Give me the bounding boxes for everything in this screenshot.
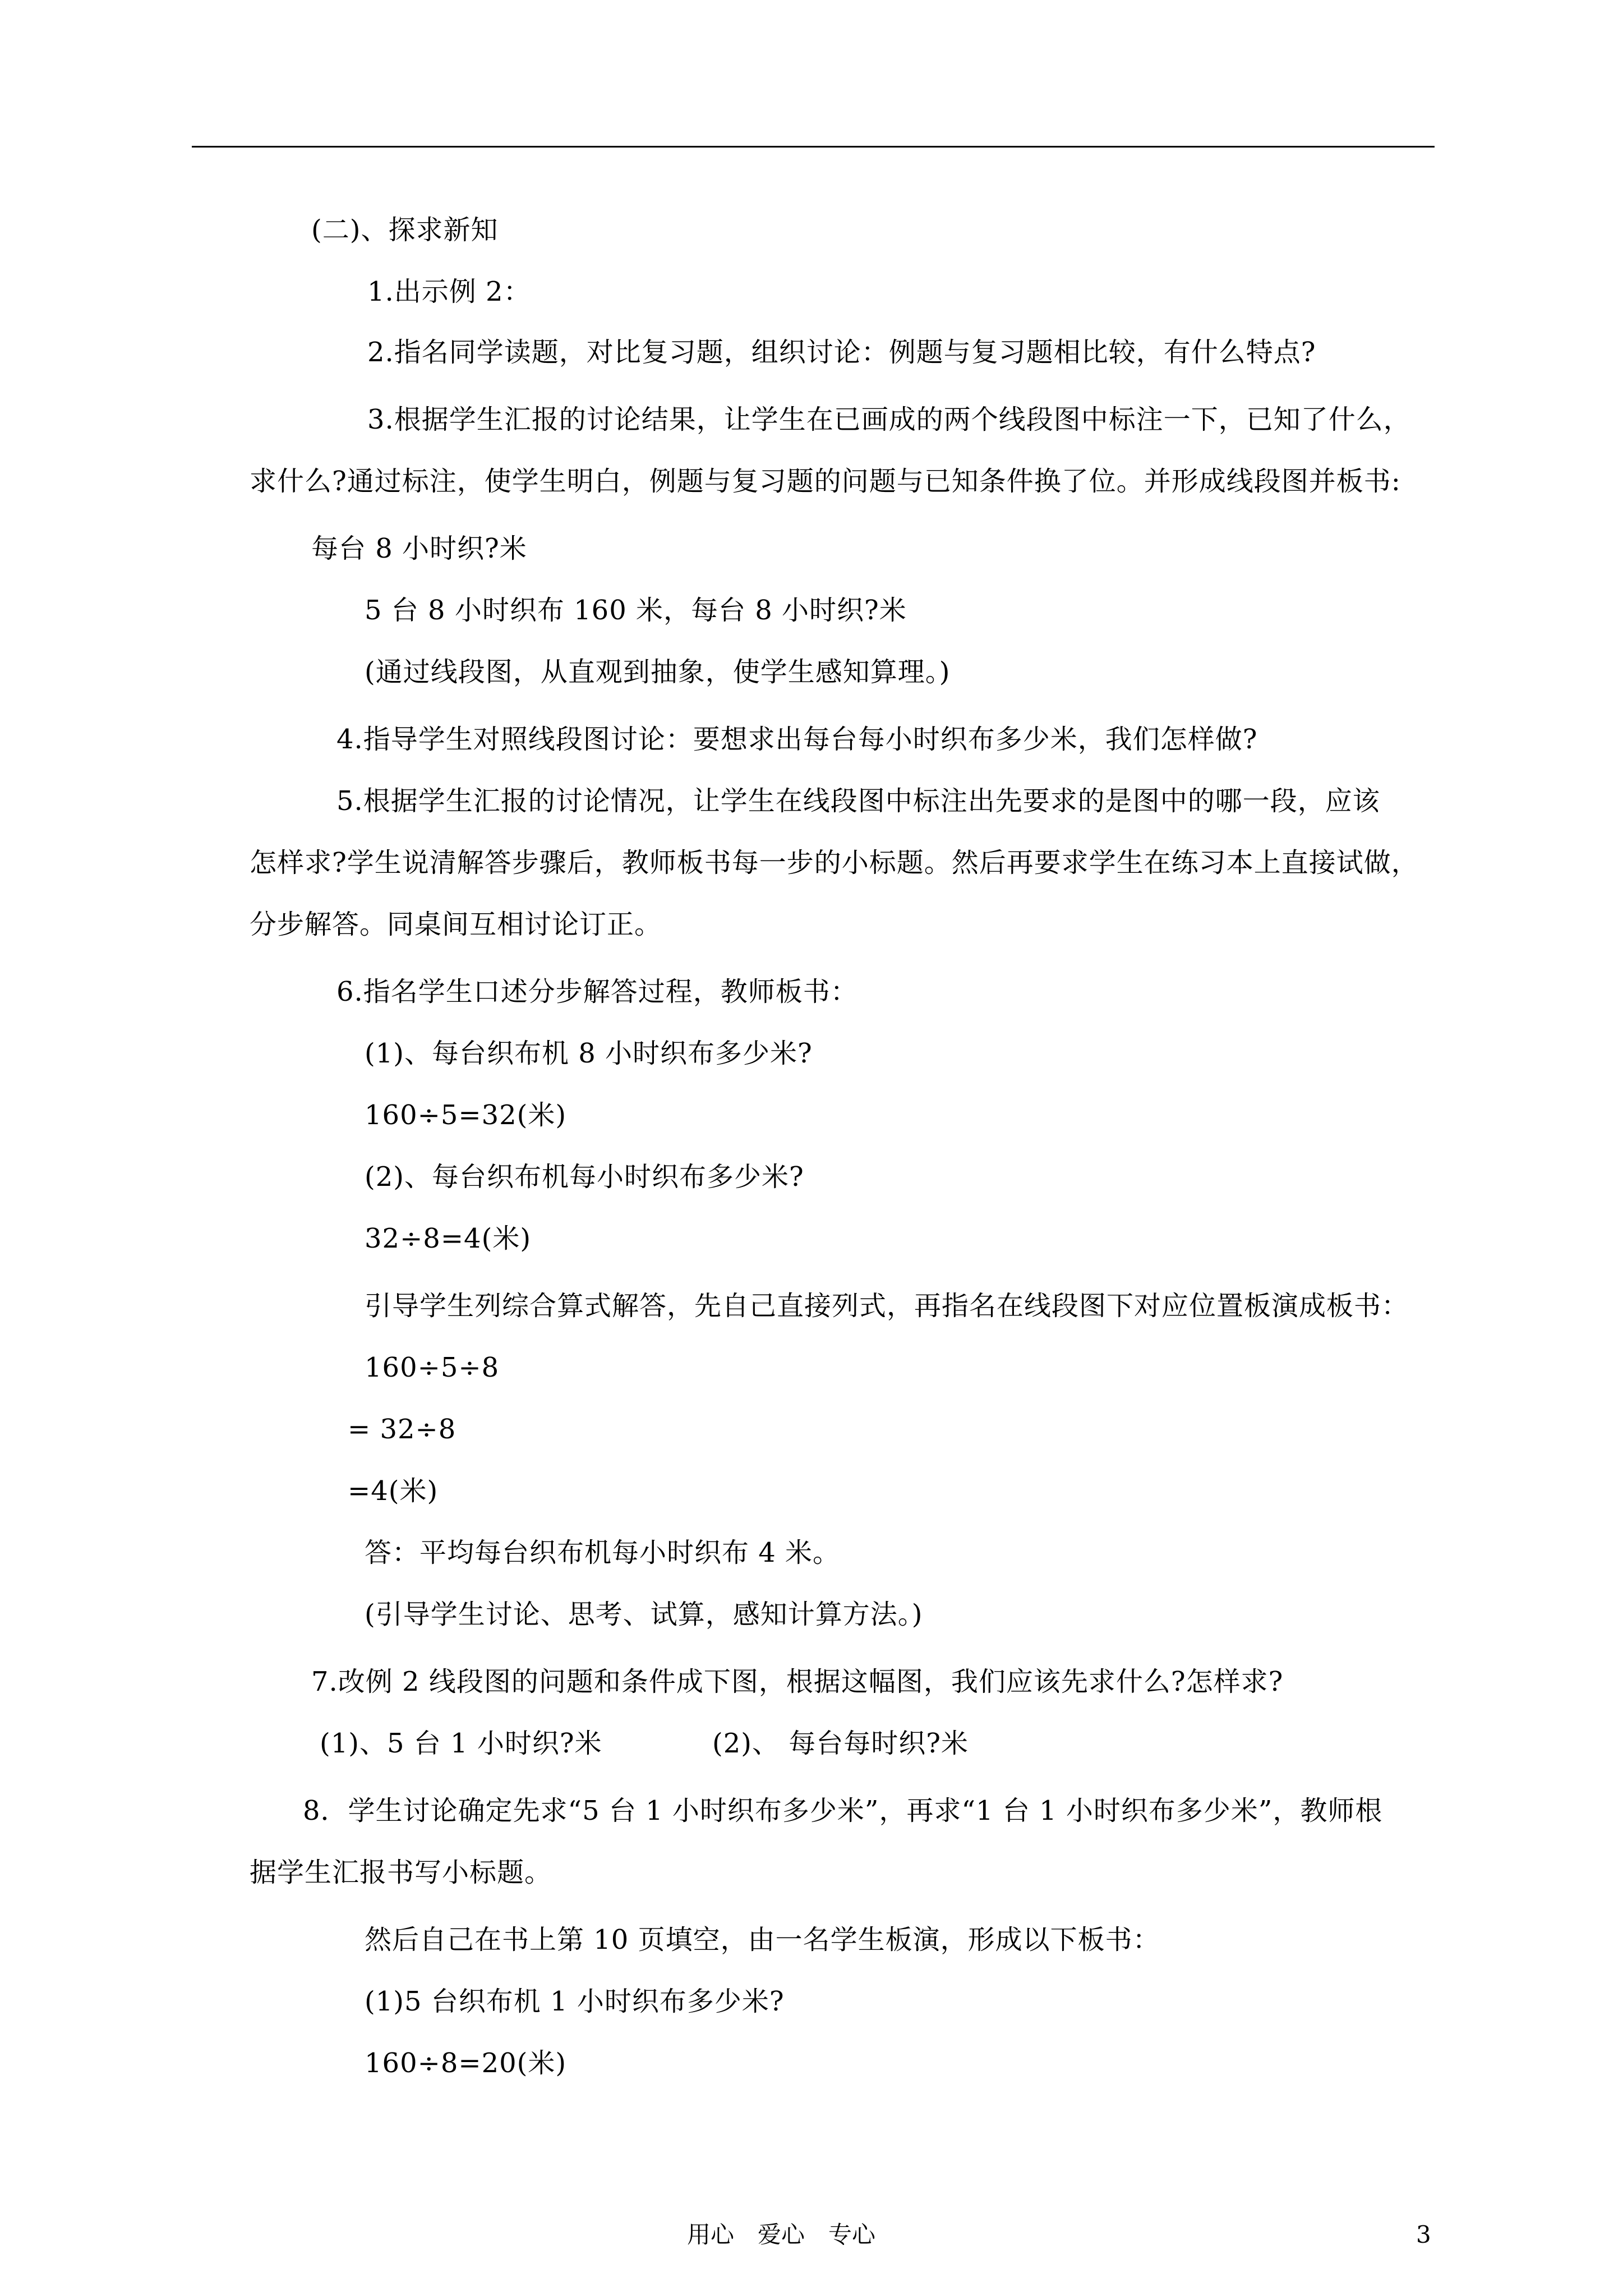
note-1: (通过线段图，从直观到抽象，使学生感知算理。) [365, 656, 951, 688]
sub-question-1: (1)、每台织布机 8 小时织布多少米? [365, 1038, 813, 1069]
step-8: 8．学生讨论确定先求“5 台 1 小时织布多少米”，再求“1 台 1 小时织布多少米”，教师根 [303, 1795, 1383, 1826]
guide-text: 引导学生列综合算式解答，先自己直接列式，再指名在线段图下对应位置板演成板书： [365, 1290, 1409, 1322]
step-6: 6.指名学生口述分步解答过程，教师板书： [336, 976, 858, 1007]
step-1: 1.出示例 2： [367, 276, 531, 307]
calc-4: = 32÷8 [348, 1414, 457, 1445]
sub-question-2: (2)、每台织布机每小时织布多少米? [365, 1161, 804, 1193]
step-5: 5.根据学生汇报的讨论情况，让学生在线段图中标注出先要求的是图中的哪一段，应该 [336, 785, 1380, 817]
diagram-label-3: (1)、5 台 1 小时织?米 [320, 1728, 602, 1759]
calc-1: 160÷5=32(米) [365, 1099, 567, 1131]
step-5-cont-1: 怎样求?学生说清解答步骤后，教师板书每一步的小标题。然后再要求学生在练习本上直接试做， [250, 847, 1419, 878]
calc-6: 160÷8=20(米) [365, 2047, 567, 2079]
note-2: (引导学生讨论、思考、试算，感知计算方法。) [365, 1599, 923, 1630]
step-4: 4.指导学生对照线段图讨论：要想求出每台每小时织布多少米，我们怎样做? [336, 724, 1258, 755]
calc-5: =4(米) [348, 1475, 439, 1507]
step-3: 3.根据学生汇报的讨论结果，让学生在已画成的两个线段图中标注一下，已知了什么， [367, 404, 1411, 435]
step-2: 2.指名同学读题，对比复习题，组织讨论：例题与复习题相比较，有什么特点? [367, 337, 1316, 368]
answer: 答：平均每台织布机每小时织布 4 米。 [365, 1537, 841, 1568]
calc-2: 32÷8=4(米) [365, 1223, 532, 1254]
page-number: 3 [1416, 2221, 1431, 2248]
header-rule [192, 146, 1435, 148]
diagram-label-2: 5 台 8 小时织布 160 米，每台 8 小时织?米 [365, 595, 907, 626]
step-5-cont-2: 分步解答。同桌间互相讨论订正。 [250, 909, 662, 940]
step-7: 7.改例 2 线段图的问题和条件成下图，根据这幅图，我们应该先求什么?怎样求? [311, 1666, 1284, 1697]
footer-text: 用心 爱心 专心 [687, 2221, 876, 2248]
fill-in-text: 然后自己在书上第 10 页填空，由一名学生板演，形成以下板书： [365, 1924, 1160, 1955]
section-heading: (二)、探求新知 [311, 214, 499, 246]
calc-3: 160÷5÷8 [365, 1352, 500, 1383]
step-8-cont: 据学生汇报书写小标题。 [250, 1857, 552, 1888]
step-3-cont: 求什么?通过标注，使学生明白，例题与复习题的问题与已知条件换了位。并形成线段图并板书: [250, 466, 1401, 497]
diagram-label-1: 每台 8 小时织?米 [311, 533, 527, 564]
sub-question-3: (1)5 台织布机 1 小时织布多少米? [365, 1986, 785, 2017]
diagram-label-4: (2)、 每台每时织?米 [712, 1728, 969, 1759]
